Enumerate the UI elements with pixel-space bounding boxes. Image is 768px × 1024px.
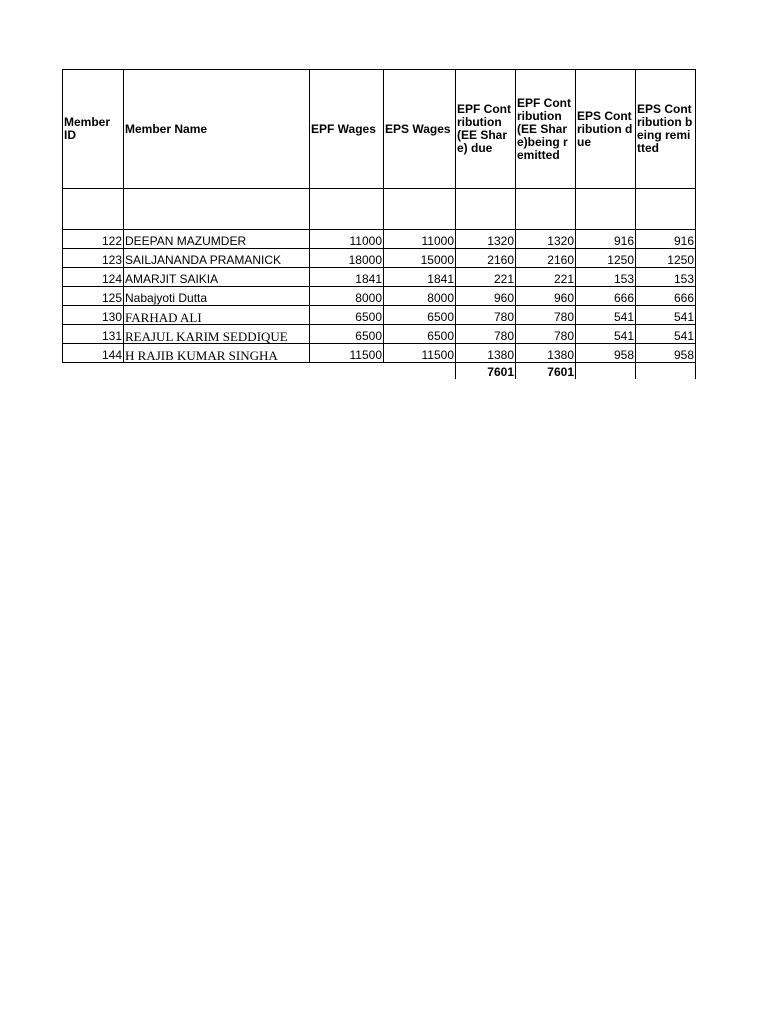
header-eps-due: EPS Contribution due [576, 70, 636, 189]
member-id-cell: 130 [63, 306, 124, 325]
epf-remitted-cell: 1380 [516, 344, 576, 363]
member-name-cell: H RAJIB KUMAR SINGHA [124, 344, 310, 363]
epf-due-cell: 960 [456, 287, 516, 306]
epf-due-cell: 1320 [456, 230, 516, 249]
epf-remitted-cell: 780 [516, 306, 576, 325]
eps-due-cell: 541 [576, 325, 636, 344]
eps-wages-cell: 11000 [384, 230, 456, 249]
eps-remitted-cell: 916 [636, 230, 696, 249]
eps-remitted-cell: 541 [636, 306, 696, 325]
epf-remitted-cell: 960 [516, 287, 576, 306]
header-eps-remitted: EPS Contribution being remitted [636, 70, 696, 189]
header-member-name: Member Name [124, 70, 310, 189]
table-row [63, 344, 696, 363]
member-name-cell: REAJUL KARIM SEDDIQUE [124, 325, 310, 344]
epf-wages-cell: 8000 [310, 287, 384, 306]
epf-due-cell: 1380 [456, 344, 516, 363]
epf-wages-cell: 18000 [310, 249, 384, 268]
header-eps-wages: EPS Wages [384, 70, 456, 189]
epf-due-cell: 780 [456, 325, 516, 344]
epf-remitted-cell: 780 [516, 325, 576, 344]
epf-due-cell: 221 [456, 268, 516, 287]
member-name-cell: FARHAD ALI [124, 306, 310, 325]
eps-due-cell: 541 [576, 306, 636, 325]
member-name-cell: SAILJANANDA PRAMANICK [124, 249, 310, 268]
total-epf-due: 7601 [456, 363, 516, 380]
epf-remitted-cell: 2160 [516, 249, 576, 268]
eps-remitted-cell: 541 [636, 325, 696, 344]
table-row [63, 287, 696, 306]
header-epf-due: EPF Contribution (EE Share) due [456, 70, 516, 189]
table-row [63, 325, 696, 344]
eps-remitted-cell: 1250 [636, 249, 696, 268]
epf-due-cell: 2160 [456, 249, 516, 268]
header-epf-wages: EPF Wages [310, 70, 384, 189]
eps-remitted-cell: 958 [636, 344, 696, 363]
member-name-cell: DEEPAN MAZUMDER [124, 230, 310, 249]
eps-due-cell: 1250 [576, 249, 636, 268]
contribution-table [62, 69, 696, 379]
header-member-id: Member ID [63, 70, 124, 189]
member-id-cell: 124 [63, 268, 124, 287]
eps-wages-cell: 8000 [384, 287, 456, 306]
epf-wages-cell: 6500 [310, 325, 384, 344]
member-id-cell: 131 [63, 325, 124, 344]
totals-row [63, 363, 696, 380]
eps-wages-cell: 6500 [384, 306, 456, 325]
epf-remitted-cell: 1320 [516, 230, 576, 249]
epf-remitted-cell: 221 [516, 268, 576, 287]
table-row [63, 249, 696, 268]
member-id-cell: 125 [63, 287, 124, 306]
epf-wages-cell: 11000 [310, 230, 384, 249]
epf-wages-cell: 6500 [310, 306, 384, 325]
eps-due-cell: 153 [576, 268, 636, 287]
eps-due-cell: 916 [576, 230, 636, 249]
member-name-cell: AMARJIT SAIKIA [124, 268, 310, 287]
eps-remitted-cell: 153 [636, 268, 696, 287]
member-name-cell: Nabajyoti Dutta [124, 287, 310, 306]
eps-remitted-cell: 666 [636, 287, 696, 306]
table-row [63, 230, 696, 249]
epf-wages-cell: 1841 [310, 268, 384, 287]
blank-row [63, 189, 696, 230]
eps-wages-cell: 11500 [384, 344, 456, 363]
member-id-cell: 123 [63, 249, 124, 268]
member-id-cell: 144 [63, 344, 124, 363]
total-epf-remitted: 7601 [516, 363, 576, 380]
eps-due-cell: 666 [576, 287, 636, 306]
epf-due-cell: 780 [456, 306, 516, 325]
header-epf-remitted: EPF Contribution (EE Share)being remitted [516, 70, 576, 189]
table-row [63, 268, 696, 287]
eps-due-cell: 958 [576, 344, 636, 363]
eps-wages-cell: 1841 [384, 268, 456, 287]
epf-wages-cell: 11500 [310, 344, 384, 363]
header-row [63, 70, 696, 189]
eps-wages-cell: 6500 [384, 325, 456, 344]
member-id-cell: 122 [63, 230, 124, 249]
eps-wages-cell: 15000 [384, 249, 456, 268]
table-row [63, 306, 696, 325]
